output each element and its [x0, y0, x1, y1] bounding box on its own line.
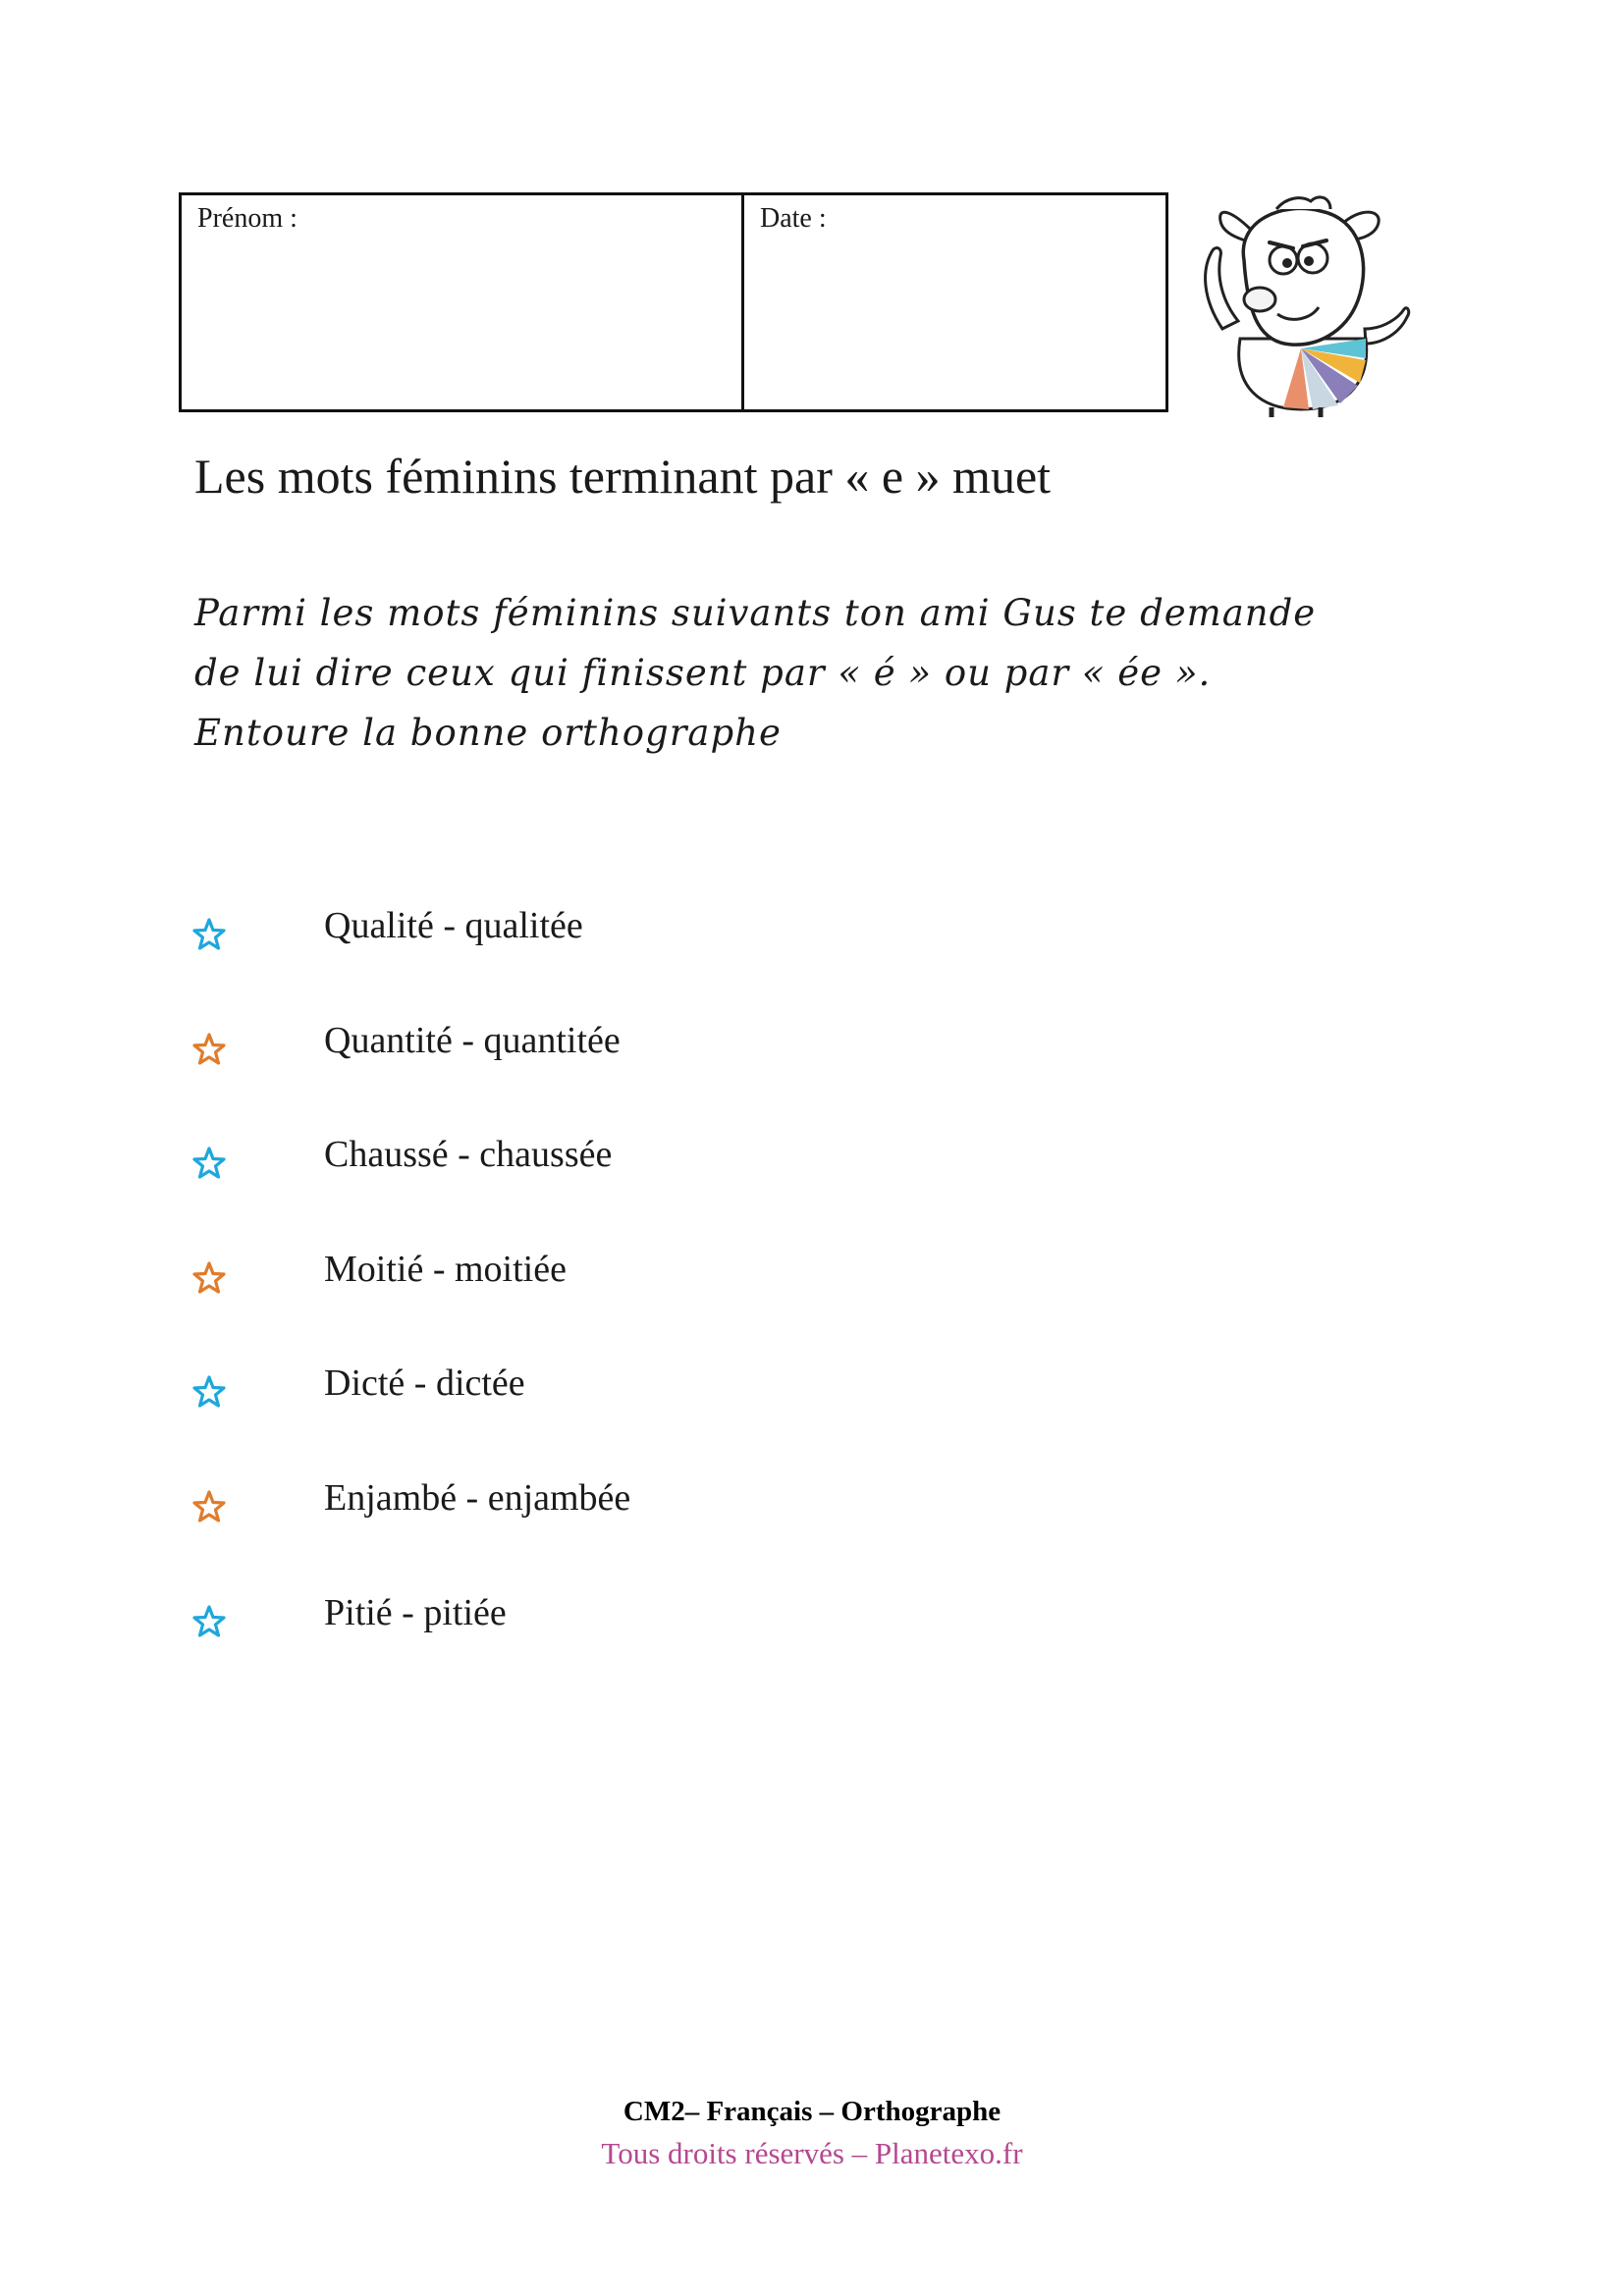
page-title: Les mots féminins terminant par « e » muet [194, 449, 1052, 504]
word-pair[interactable]: Qualité - qualitée [324, 905, 583, 946]
star-icon [192, 1033, 226, 1066]
word-pair[interactable]: Chaussé - chaussée [324, 1134, 613, 1176]
instruction-line: Entoure la bonne orthographe [194, 712, 782, 754]
list-item [192, 1019, 630, 1134]
word-list [192, 904, 630, 1705]
instruction-line: Parmi les mots féminins suivants ton ami Gus te demande [194, 592, 1317, 634]
star-icon [192, 1261, 226, 1295]
star-icon [192, 1147, 226, 1180]
list-item [192, 1476, 630, 1591]
footer-course: CM2– Français – Orthographe [623, 2096, 1001, 2127]
list-item [192, 1248, 630, 1362]
star-icon [192, 1605, 226, 1638]
list-item [192, 1362, 630, 1476]
star-icon [192, 1375, 226, 1409]
word-pair[interactable]: Moitié - moitiée [324, 1248, 567, 1290]
prenom-field[interactable] [182, 195, 744, 409]
footer-rights: Tous droits réservés – Planetexo.fr [601, 2136, 1023, 2170]
word-pair[interactable]: Quantité - quantitée [324, 1019, 621, 1061]
list-item [192, 1133, 630, 1248]
list-item [192, 1591, 630, 1706]
star-icon [192, 918, 226, 951]
prenom-label: Prénom : [197, 203, 298, 234]
word-pair[interactable]: Enjambé - enjambée [324, 1476, 631, 1519]
star-icon [192, 1490, 226, 1523]
date-field[interactable] [744, 195, 1165, 409]
word-pair[interactable]: Dicté - dictée [324, 1362, 525, 1405]
instruction-line: de lui dire ceux qui finissent par « é » ou par « ée ». [194, 652, 1212, 694]
name-date-box [179, 192, 1168, 412]
list-item [192, 904, 630, 1019]
instructions [194, 583, 1471, 763]
date-label: Date : [760, 203, 827, 234]
word-pair[interactable]: Pitié - pitiée [324, 1591, 507, 1633]
sheep-mascot-icon [1193, 191, 1414, 417]
